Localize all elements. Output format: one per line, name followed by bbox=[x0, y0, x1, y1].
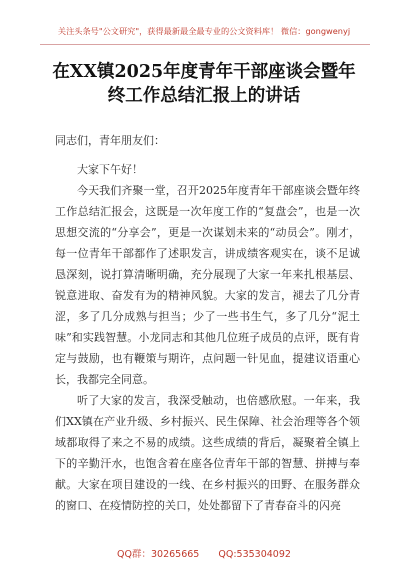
document-title bbox=[0, 60, 408, 108]
greeting: 大家下午好！ bbox=[77, 163, 143, 176]
footer-qq-group: QQ群：30265665 bbox=[117, 549, 200, 560]
page-footer bbox=[0, 546, 408, 560]
title-line-1: 在XX镇2025年度青年干部座谈会暨年 bbox=[52, 62, 356, 82]
title-line-2: 终工作总结汇报上的讲话 bbox=[107, 86, 301, 106]
paragraph-2: 听了大家的发言，我深受触动，也倍感欣慰。一年来，我们XX镇在产业升级、乡村振兴、民生保障、社会治理等各个领域都取得了来之不易的成绩。这些成绩的背后，凝聚着全镇上下的辛勤汗水，也饱含着在座各位青年干部的智慧、拼搏与奉献。大家在项目建设的一线、在乡村振兴的田野、在服务群众的窗口、在疫情防控的关口，处处都留下了青春奋斗的闪亮 bbox=[55, 394, 360, 512]
page-header-note: 关注头条号"公文研究"，获得最新最全最专业的公文资料库！ 微信：gongwenyj bbox=[57, 26, 351, 36]
header-divider bbox=[40, 44, 370, 45]
document-body bbox=[55, 130, 360, 516]
footer-qq: QQ:535304092 bbox=[218, 549, 291, 560]
paragraph-1: 今天我们齐聚一堂，召开2025年度青年干部座谈会暨年终工作总结汇报会，这既是一次年度工作的“复盘会”，也是一次思想交流的“分享会”，更是一次谋划未来的“动员会”。刚才，每一位青年干部都作了述职发言，讲成绩客观实在，谈不足诚恳深刻，说打算清晰明确，充分展现了大家一年来扎根基层、锐意进取、奋发有为的精神风貌。大家的发言，褪去了几分青涩，多了几分成熟与担当；少了一些书生气，多了几分“泥土味”和实践智慧。小龙同志和其他几位班子成员的点评，既有肯定与鼓励，也有鞭策与期许，点问题一针见血，提建议语重心长，我都完全同意。 bbox=[55, 184, 360, 386]
salutation: 同志们，青年朋友们： bbox=[55, 134, 165, 147]
